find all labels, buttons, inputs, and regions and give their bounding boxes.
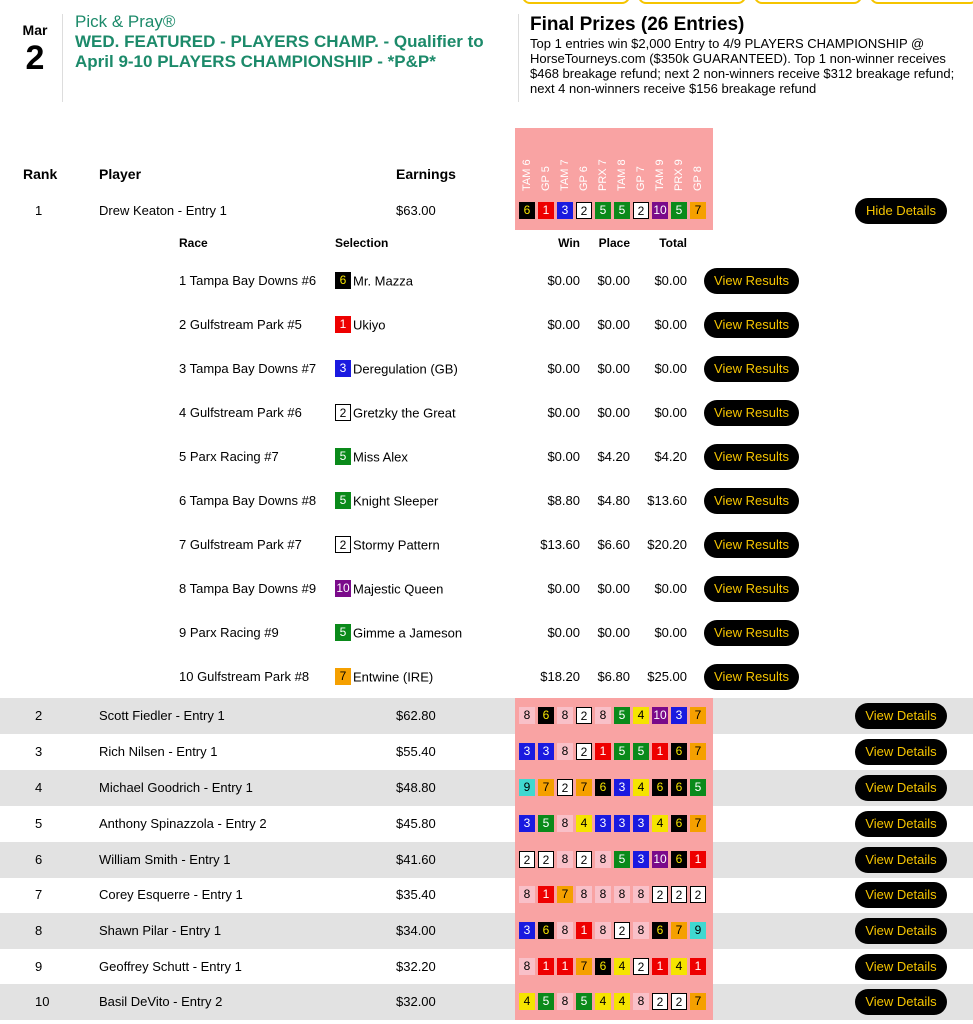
pick-badge: 8 bbox=[595, 922, 611, 939]
race-header: GP 8 bbox=[692, 166, 704, 191]
horse-name: Entwine (IRE) bbox=[353, 669, 434, 685]
table-row bbox=[0, 984, 973, 1020]
pick-badge: 5 bbox=[614, 743, 630, 760]
player-earnings: $62.80 bbox=[396, 708, 436, 723]
pick-badge: 3 bbox=[519, 922, 535, 939]
pick-badge: 7 bbox=[690, 993, 706, 1010]
player-rank: 2 bbox=[35, 708, 43, 723]
player-picks bbox=[515, 734, 713, 770]
pick-badge: 5 bbox=[614, 202, 630, 219]
detail-selection bbox=[335, 259, 413, 303]
view-details-button[interactable]: View Details bbox=[855, 811, 947, 837]
pick-badge: 10 bbox=[653, 852, 667, 866]
horse-name: Knight Sleeper bbox=[353, 493, 439, 509]
pick-badge: 8 bbox=[557, 707, 573, 724]
player-picks bbox=[515, 913, 713, 949]
pick-badge: 10 bbox=[653, 203, 667, 217]
player-name: Corey Esquerre - Entry 1 bbox=[99, 887, 243, 902]
pick-badge: 2 bbox=[652, 886, 668, 903]
race-header: GP 5 bbox=[540, 166, 552, 191]
player-picks bbox=[515, 949, 713, 985]
player-picks bbox=[515, 877, 713, 913]
detail-race: 6 Tampa Bay Downs #8 bbox=[179, 493, 317, 508]
player-name: Drew Keaton - Entry 1 bbox=[99, 203, 227, 218]
race-header: GP 7 bbox=[635, 166, 647, 191]
pick-badge: 8 bbox=[557, 851, 573, 868]
pick-badge: 7 bbox=[690, 202, 706, 219]
detail-selection bbox=[335, 655, 433, 699]
event-date bbox=[18, 22, 52, 76]
view-details-button[interactable]: View Details bbox=[855, 989, 947, 1015]
horse-name: Gimme a Jameson bbox=[353, 625, 463, 641]
pick-badge: 7 bbox=[538, 779, 554, 796]
player-rank: 4 bbox=[35, 780, 43, 795]
view-results-button[interactable]: View Results bbox=[704, 664, 799, 690]
detail-win: $18.20 bbox=[540, 669, 580, 684]
player-earnings: $41.60 bbox=[396, 852, 436, 867]
detail-place: $0.00 bbox=[597, 273, 630, 288]
detail-total: $0.00 bbox=[654, 581, 687, 596]
pick-badge: 9 bbox=[690, 922, 706, 939]
pick-badge: 2 bbox=[671, 993, 687, 1010]
pick-badge: 2 bbox=[519, 851, 535, 868]
detail-win: $0.00 bbox=[547, 405, 580, 420]
pick-badge: 8 bbox=[595, 707, 611, 724]
pick-badge: 2 bbox=[576, 707, 592, 724]
detail-row bbox=[0, 259, 973, 303]
pick-badge: 4 bbox=[614, 958, 630, 975]
table-row bbox=[0, 842, 973, 878]
detail-place: $0.00 bbox=[597, 405, 630, 420]
divider bbox=[518, 14, 519, 102]
pick-badge: 1 bbox=[538, 886, 554, 903]
player-rank: 7 bbox=[35, 887, 43, 902]
pick-badge: 6 bbox=[671, 743, 687, 760]
pick-badge: 6 bbox=[671, 851, 687, 868]
player-name: William Smith - Entry 1 bbox=[99, 852, 231, 867]
view-details-button[interactable]: View Details bbox=[855, 954, 947, 980]
pick-badge: 1 bbox=[557, 958, 573, 975]
pick-badge: 5 bbox=[538, 815, 554, 832]
player-rank: 5 bbox=[35, 816, 43, 831]
race-header: PRX 9 bbox=[673, 159, 685, 191]
detail-row bbox=[0, 655, 973, 699]
pick-badge: 8 bbox=[519, 707, 535, 724]
race-header: TAM 8 bbox=[616, 159, 628, 191]
view-details-button[interactable]: View Details bbox=[855, 847, 947, 873]
pick-badge: 4 bbox=[595, 993, 611, 1010]
detail-place: $0.00 bbox=[597, 317, 630, 332]
view-results-button[interactable]: View Results bbox=[704, 620, 799, 646]
pick-badge: 1 bbox=[595, 743, 611, 760]
divider bbox=[62, 14, 63, 102]
pick-badge: 2 bbox=[538, 851, 554, 868]
player-name: Basil DeVito - Entry 2 bbox=[99, 994, 223, 1009]
pick-badge: 3 bbox=[519, 743, 535, 760]
detail-race: 8 Tampa Bay Downs #9 bbox=[179, 581, 317, 596]
pick-badge: 2 bbox=[557, 779, 573, 796]
view-details-button[interactable]: View Details bbox=[855, 918, 947, 944]
pick-badge: 8 bbox=[595, 851, 611, 868]
pick-badge: 5 bbox=[614, 707, 630, 724]
pick-badge: 7 bbox=[690, 815, 706, 832]
pick-badge: 6 bbox=[519, 202, 535, 219]
pick-badge: 2 bbox=[633, 958, 649, 975]
table-row bbox=[0, 734, 973, 770]
pick-badge: 6 bbox=[595, 958, 611, 975]
detail-total: $4.20 bbox=[654, 449, 687, 464]
pick-badge: 8 bbox=[614, 886, 630, 903]
detail-place: $4.20 bbox=[597, 449, 630, 464]
pick-badge: 6 bbox=[595, 779, 611, 796]
player-picks bbox=[515, 770, 713, 806]
pick-badge: 3 bbox=[557, 202, 573, 219]
view-results-button[interactable]: View Results bbox=[704, 444, 799, 470]
pick-badge: 6 bbox=[652, 922, 668, 939]
player-rank: 10 bbox=[35, 994, 50, 1009]
detail-selection bbox=[335, 435, 408, 479]
detail-selection bbox=[335, 523, 440, 567]
race-header: TAM 9 bbox=[654, 159, 666, 191]
saddle-number-badge: 1 bbox=[335, 316, 351, 333]
pick-badge: 1 bbox=[652, 958, 668, 975]
detail-place: $4.80 bbox=[597, 493, 630, 508]
event-name: WED. FEATURED - PLAYERS CHAMP. - Qualifier to April 9-10 PLAYERS CHAMPIONSHIP - *P&P* bbox=[75, 32, 484, 71]
details-total-header: Total bbox=[659, 236, 687, 250]
detail-total: $0.00 bbox=[654, 405, 687, 420]
detail-row bbox=[0, 567, 973, 611]
pick-badge: 8 bbox=[557, 815, 573, 832]
pick-badge: 8 bbox=[557, 743, 573, 760]
detail-total: $25.00 bbox=[647, 669, 687, 684]
detail-win: $0.00 bbox=[547, 625, 580, 640]
player-picks bbox=[515, 806, 713, 842]
pick-badge: 8 bbox=[595, 886, 611, 903]
detail-place: $0.00 bbox=[597, 581, 630, 596]
player-earnings: $35.40 bbox=[396, 887, 436, 902]
detail-race: 10 Gulfstream Park #8 bbox=[179, 669, 310, 684]
player-rank: 1 bbox=[35, 203, 43, 218]
table-row bbox=[0, 877, 973, 913]
pick-badge: 1 bbox=[652, 743, 668, 760]
pick-badge: 4 bbox=[614, 993, 630, 1010]
detail-row bbox=[0, 303, 973, 347]
detail-race: 3 Tampa Bay Downs #7 bbox=[179, 361, 317, 376]
player-earnings: $63.00 bbox=[396, 203, 436, 218]
pick-badge: 5 bbox=[633, 743, 649, 760]
view-results-button[interactable]: View Results bbox=[704, 400, 799, 426]
view-details-button[interactable]: View Details bbox=[855, 775, 947, 801]
pick-badge: 3 bbox=[633, 815, 649, 832]
detail-win: $0.00 bbox=[547, 317, 580, 332]
horse-name: Majestic Queen bbox=[353, 581, 444, 597]
view-results-button[interactable]: View Results bbox=[704, 356, 799, 382]
player-rank: 8 bbox=[35, 923, 43, 938]
player-name: Geoffrey Schutt - Entry 1 bbox=[99, 959, 242, 974]
pick-badge: 1 bbox=[576, 922, 592, 939]
table-row bbox=[0, 949, 973, 985]
player-earnings: $45.80 bbox=[396, 816, 436, 831]
pick-badge: 6 bbox=[538, 922, 554, 939]
top-tab[interactable] bbox=[638, 0, 746, 4]
pick-badge: 4 bbox=[519, 993, 535, 1010]
pick-badge: 3 bbox=[671, 707, 687, 724]
view-details-button[interactable]: View Details bbox=[855, 739, 947, 765]
pick-badge: 3 bbox=[519, 815, 535, 832]
pick-badge: 2 bbox=[576, 743, 592, 760]
saddle-number-badge: 2 bbox=[335, 404, 351, 421]
date-month: Mar bbox=[22, 22, 48, 38]
detail-row bbox=[0, 391, 973, 435]
detail-place: $6.60 bbox=[597, 537, 630, 552]
top-tab[interactable] bbox=[754, 0, 862, 4]
detail-row bbox=[0, 479, 973, 523]
player-name: Anthony Spinazzola - Entry 2 bbox=[99, 816, 267, 831]
details-race-header: Race bbox=[179, 236, 208, 250]
view-results-button[interactable]: View Results bbox=[704, 532, 799, 558]
table-row bbox=[0, 193, 973, 229]
detail-place: $6.80 bbox=[597, 669, 630, 684]
view-results-button[interactable]: View Results bbox=[704, 488, 799, 514]
pick-badge: 8 bbox=[633, 993, 649, 1010]
pick-badge: 2 bbox=[671, 886, 687, 903]
table-row bbox=[0, 806, 973, 842]
detail-total: $0.00 bbox=[654, 317, 687, 332]
saddle-number-badge: 2 bbox=[335, 536, 351, 553]
detail-row bbox=[0, 523, 973, 567]
saddle-number-badge: 5 bbox=[335, 448, 351, 465]
brand-name: Pick & Pray® bbox=[75, 12, 176, 31]
pick-badge: 7 bbox=[671, 922, 687, 939]
saddle-number-badge: 7 bbox=[335, 668, 351, 685]
pick-badge: 5 bbox=[595, 202, 611, 219]
pick-badge: 2 bbox=[576, 202, 592, 219]
pick-badge: 8 bbox=[557, 922, 573, 939]
detail-race: 2 Gulfstream Park #5 bbox=[179, 317, 302, 332]
pick-badge: 4 bbox=[633, 707, 649, 724]
event-title bbox=[75, 12, 495, 72]
horse-name: Miss Alex bbox=[353, 449, 408, 465]
detail-total: $13.60 bbox=[647, 493, 687, 508]
detail-win: $0.00 bbox=[547, 361, 580, 376]
detail-place: $0.00 bbox=[597, 625, 630, 640]
pick-badge: 5 bbox=[538, 993, 554, 1010]
pick-badge: 4 bbox=[671, 958, 687, 975]
pick-badge: 4 bbox=[633, 779, 649, 796]
view-results-button[interactable]: View Results bbox=[704, 312, 799, 338]
prizes-description: Top 1 entries win $2,000 Entry to 4/9 PLAYERS CHAMPIONSHIP @ HorseTourneys.com ($350k GUARANTEED). Top 1 non-winner receives $468 breakage refund; next 2 non-winners receive $312 breakage refund; next 4 non-winners receive $156 breakage refund bbox=[530, 36, 955, 96]
horse-name: Deregulation (GB) bbox=[353, 361, 458, 377]
prizes-panel bbox=[530, 14, 970, 96]
detail-race: 1 Tampa Bay Downs #6 bbox=[179, 273, 317, 288]
detail-total: $0.00 bbox=[654, 273, 687, 288]
pick-badge: 1 bbox=[538, 958, 554, 975]
player-earnings: $55.40 bbox=[396, 744, 436, 759]
pick-badge: 6 bbox=[538, 707, 554, 724]
detail-race: 7 Gulfstream Park #7 bbox=[179, 537, 302, 552]
saddle-number-badge: 6 bbox=[335, 272, 351, 289]
prizes-heading: Final Prizes (26 Entries) bbox=[530, 14, 745, 35]
top-tab[interactable] bbox=[522, 0, 630, 4]
detail-win: $0.00 bbox=[547, 449, 580, 464]
horse-name: Mr. Mazza bbox=[353, 273, 413, 289]
view-results-button[interactable]: View Results bbox=[704, 268, 799, 294]
pick-badge: 3 bbox=[633, 851, 649, 868]
pick-badge: 6 bbox=[671, 779, 687, 796]
pick-badge: 5 bbox=[690, 779, 706, 796]
hide-details-button[interactable]: Hide Details bbox=[855, 198, 947, 224]
pick-badge: 6 bbox=[671, 815, 687, 832]
player-name: Michael Goodrich - Entry 1 bbox=[99, 780, 253, 795]
detail-win: $0.00 bbox=[547, 273, 580, 288]
race-header: TAM 6 bbox=[521, 159, 533, 191]
saddle-number-badge: 5 bbox=[335, 624, 351, 641]
player-name: Rich Nilsen - Entry 1 bbox=[99, 744, 218, 759]
view-details-button[interactable]: View Details bbox=[855, 882, 947, 908]
pick-badge: 8 bbox=[557, 993, 573, 1010]
player-earnings: $32.00 bbox=[396, 994, 436, 1009]
race-header: GP 6 bbox=[578, 166, 590, 191]
detail-place: $0.00 bbox=[597, 361, 630, 376]
race-header: PRX 7 bbox=[597, 159, 609, 191]
player-rank: 6 bbox=[35, 852, 43, 867]
detail-win: $0.00 bbox=[547, 581, 580, 596]
detail-selection bbox=[335, 611, 462, 655]
pick-badge: 7 bbox=[576, 958, 592, 975]
pick-badge: 9 bbox=[519, 779, 535, 796]
pick-badge: 8 bbox=[633, 886, 649, 903]
detail-race: 4 Gulfstream Park #6 bbox=[179, 405, 302, 420]
pick-badge: 6 bbox=[652, 779, 668, 796]
earnings-header: Earnings bbox=[396, 166, 456, 182]
detail-total: $0.00 bbox=[654, 625, 687, 640]
pick-badge: 2 bbox=[652, 993, 668, 1010]
date-day: 2 bbox=[25, 39, 45, 77]
details-selection-header: Selection bbox=[335, 236, 389, 250]
pick-badge: 2 bbox=[614, 922, 630, 939]
race-header: TAM 7 bbox=[559, 159, 571, 191]
pick-badge: 4 bbox=[576, 815, 592, 832]
pick-badge: 3 bbox=[614, 815, 630, 832]
saddle-number-badge: 3 bbox=[335, 360, 351, 377]
pick-badge: 10 bbox=[653, 708, 667, 722]
table-row bbox=[0, 913, 973, 949]
detail-selection bbox=[335, 303, 386, 347]
player-header: Player bbox=[99, 166, 142, 182]
player-name: Scott Fiedler - Entry 1 bbox=[99, 708, 225, 723]
view-details-button[interactable]: View Details bbox=[855, 703, 947, 729]
detail-selection bbox=[335, 391, 456, 435]
table-row bbox=[0, 770, 973, 806]
player-rank: 9 bbox=[35, 959, 43, 974]
race-column-headers bbox=[515, 128, 713, 194]
pick-badge: 3 bbox=[595, 815, 611, 832]
pick-badge: 2 bbox=[576, 851, 592, 868]
pick-badge: 7 bbox=[557, 886, 573, 903]
horse-name: Ukiyo bbox=[353, 317, 386, 333]
horse-name: Stormy Pattern bbox=[353, 537, 440, 553]
saddle-number-badge: 5 bbox=[335, 492, 351, 509]
pick-badge: 5 bbox=[671, 202, 687, 219]
pick-badge: 7 bbox=[690, 707, 706, 724]
detail-total: $20.20 bbox=[647, 537, 687, 552]
top-tab[interactable] bbox=[870, 0, 973, 4]
pick-badge: 4 bbox=[652, 815, 668, 832]
detail-race: 9 Parx Racing #9 bbox=[179, 625, 279, 640]
detail-selection bbox=[335, 479, 438, 523]
pick-badge: 2 bbox=[690, 886, 706, 903]
detail-row bbox=[0, 435, 973, 479]
pick-badge: 7 bbox=[576, 779, 592, 796]
table-row bbox=[0, 698, 973, 734]
pick-badge: 2 bbox=[633, 202, 649, 219]
horse-name: Gretzky the Great bbox=[353, 405, 456, 421]
player-picks bbox=[515, 984, 713, 1020]
pick-badge: 1 bbox=[690, 851, 706, 868]
player-name: Shawn Pilar - Entry 1 bbox=[99, 923, 222, 938]
details-place-header: Place bbox=[598, 236, 630, 250]
detail-total: $0.00 bbox=[654, 361, 687, 376]
pick-badge: 5 bbox=[614, 851, 630, 868]
top-button-strip bbox=[522, 0, 973, 4]
pick-badge: 8 bbox=[519, 958, 535, 975]
detail-row bbox=[0, 347, 973, 391]
pick-badge: 7 bbox=[690, 743, 706, 760]
pick-badge: 8 bbox=[576, 886, 592, 903]
player-earnings: $48.80 bbox=[396, 780, 436, 795]
detail-win: $8.80 bbox=[547, 493, 580, 508]
player-earnings: $32.20 bbox=[396, 959, 436, 974]
player-picks bbox=[515, 193, 713, 229]
pick-badge: 3 bbox=[614, 779, 630, 796]
player-picks bbox=[515, 842, 713, 878]
details-win-header: Win bbox=[558, 236, 580, 250]
saddle-number-badge: 10 bbox=[336, 581, 350, 596]
pick-badge: 8 bbox=[519, 886, 535, 903]
player-picks bbox=[515, 698, 713, 734]
pick-badge: 3 bbox=[538, 743, 554, 760]
detail-row bbox=[0, 611, 973, 655]
pick-badge: 8 bbox=[633, 922, 649, 939]
pick-badge: 1 bbox=[690, 958, 706, 975]
rank-header: Rank bbox=[23, 166, 58, 182]
pick-badge: 5 bbox=[576, 993, 592, 1010]
player-earnings: $34.00 bbox=[396, 923, 436, 938]
detail-win: $13.60 bbox=[540, 537, 580, 552]
view-results-button[interactable]: View Results bbox=[704, 576, 799, 602]
detail-selection bbox=[335, 567, 443, 611]
player-rank: 3 bbox=[35, 744, 43, 759]
pick-badge: 1 bbox=[538, 202, 554, 219]
detail-selection bbox=[335, 347, 458, 391]
detail-race: 5 Parx Racing #7 bbox=[179, 449, 279, 464]
